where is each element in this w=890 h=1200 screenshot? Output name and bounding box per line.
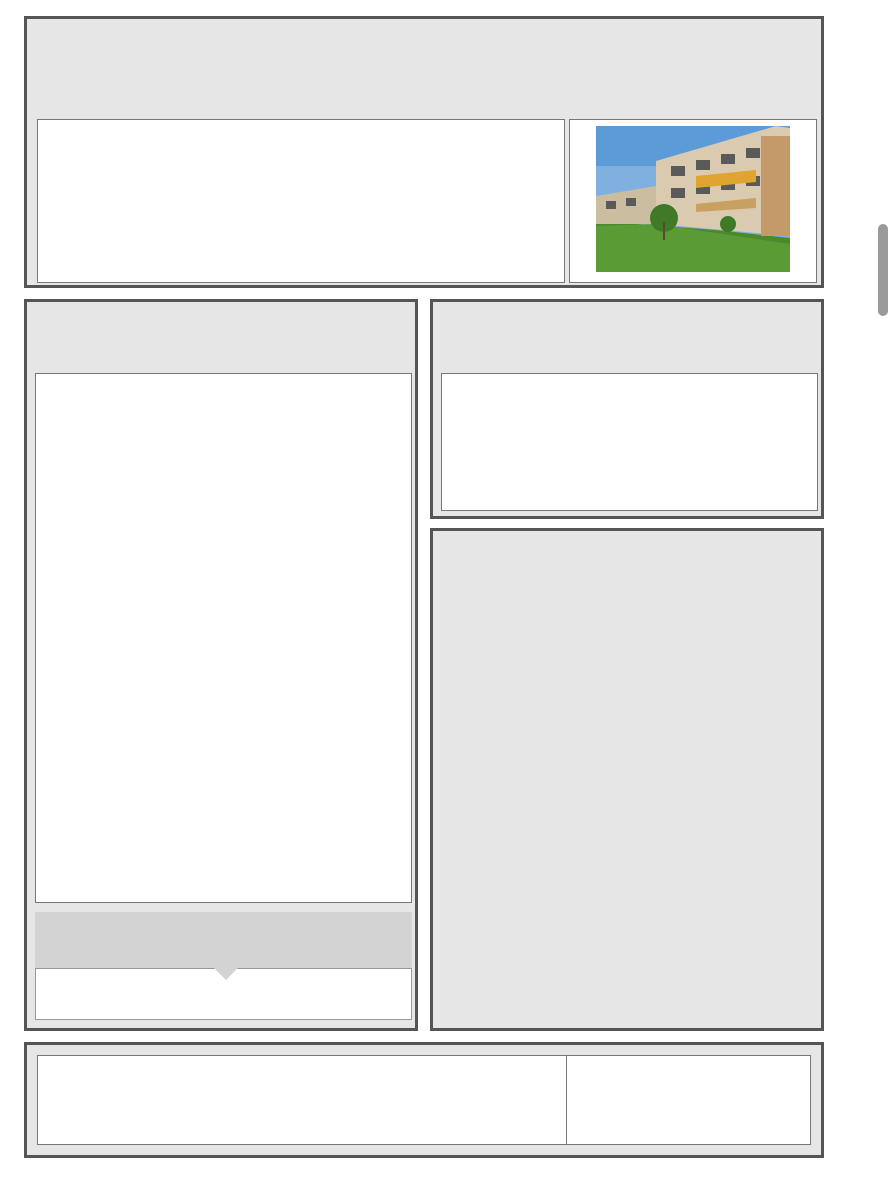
building-photo [596, 126, 790, 272]
scrollbar-thumb[interactable] [878, 224, 888, 316]
result-class-arrow [286, 597, 408, 681]
pie-chart-panel [441, 373, 818, 511]
indicators-section [430, 528, 824, 1031]
classification-section [24, 299, 418, 1031]
requirement-body [35, 968, 412, 1020]
pie-chart [680, 380, 806, 506]
energy-distribution-section [430, 299, 824, 519]
energy-class-scale [35, 373, 412, 903]
requirement-header [35, 912, 412, 968]
footer-section [24, 1042, 824, 1158]
building-photo-frame [569, 119, 817, 283]
footer-panel [37, 1055, 811, 1145]
header-section [24, 16, 824, 288]
requirement-pointer [214, 968, 238, 980]
footer-divider [566, 1056, 567, 1144]
address-panel [37, 119, 565, 283]
